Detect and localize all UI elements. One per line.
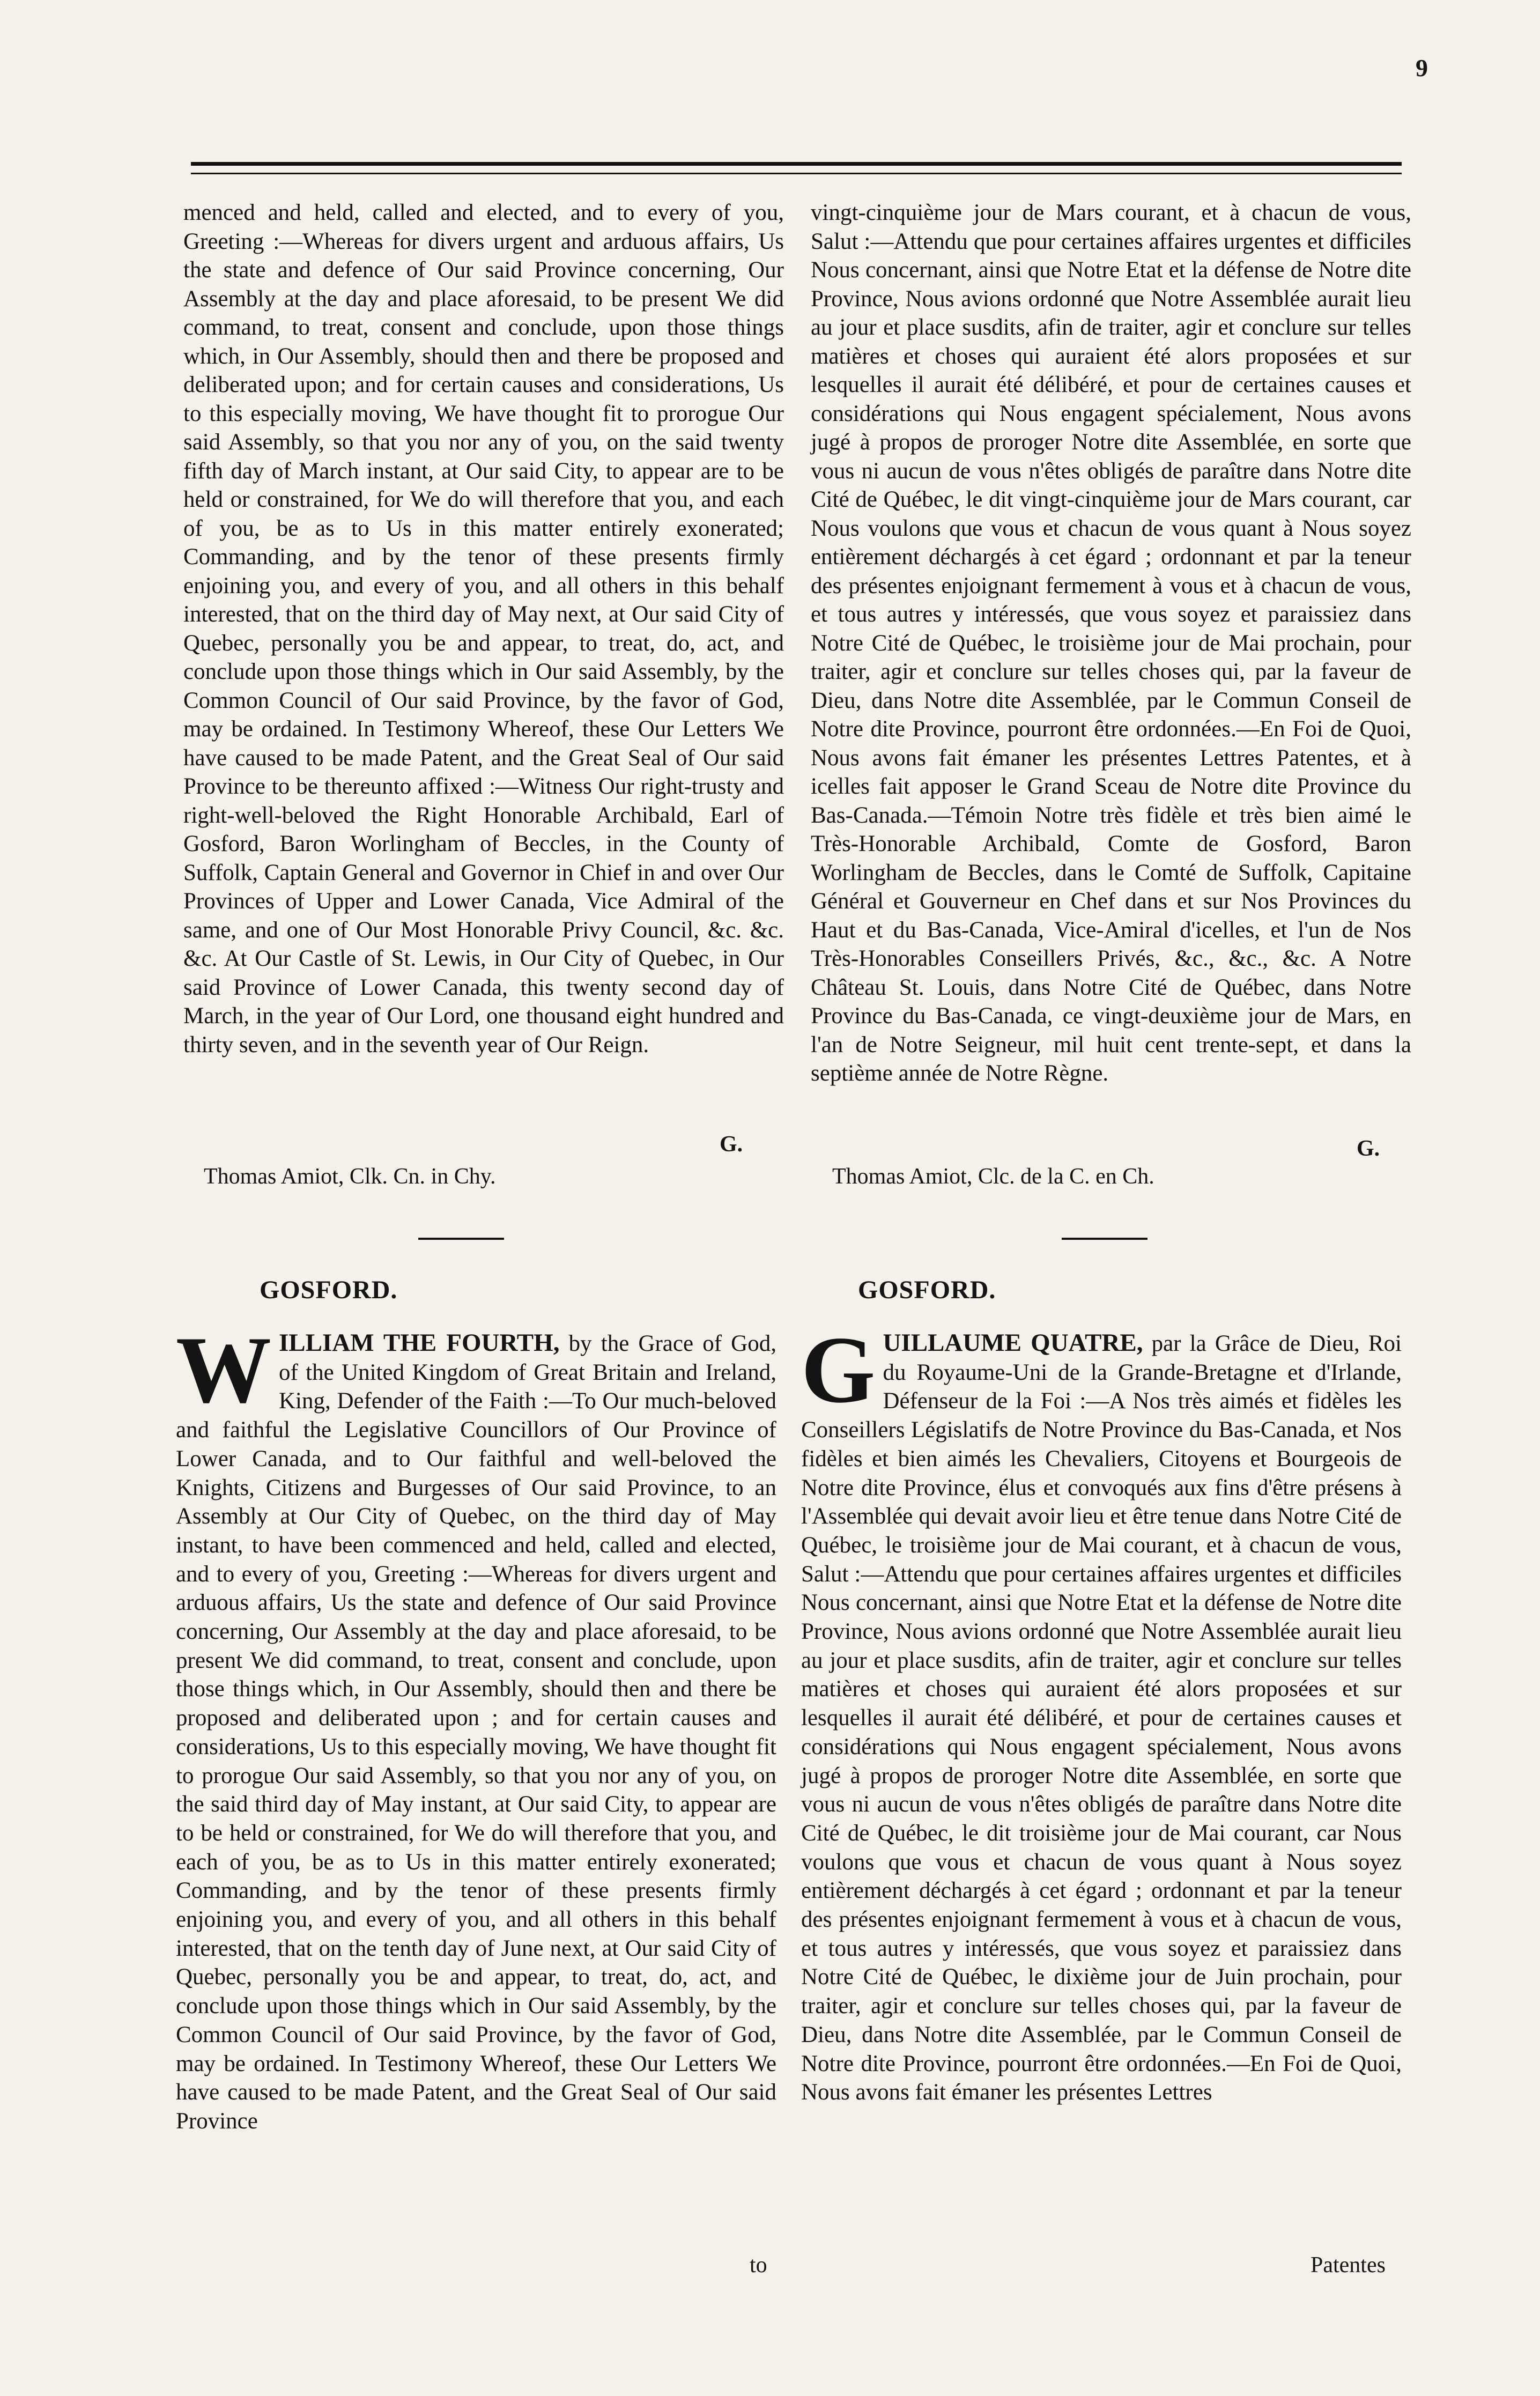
proclamation-english xyxy=(176,1317,776,2136)
proclamation-french xyxy=(801,1317,1402,2107)
english-column-top xyxy=(183,198,784,1059)
dropcap-english: W xyxy=(176,1317,271,1423)
seal-mark-english: G. xyxy=(720,1132,743,1157)
catchword-english: to xyxy=(750,2253,767,2277)
proclamation-body-english: by the Grace of God, of the United Kingdom of Great Britain and Ireland, King, Defender of the Faith :—To Our much-beloved and faithful the Legislative Councillors of Our Province of Lower Canada, and to Our faithful and well-beloved the Knights, Citizens and Burgesses of Our said Province, to an Assembly at Our City of Quebec, on the third day of May instant, to have been commenced and held, called and elected, and to every of you, Greeting :—Whereas for divers urgent and arduous affairs, Us the state and defence of Our said Province concerning, Our Assembly at the day and place aforesaid, to be present We did command, to treat, consent and conclude, upon those things which, in Our Assembly, should then and there be proposed and deliberated upon ; and for certain causes and considerations, Us to this especially moving, We have thought fit to prorogue Our said Assembly, so that you nor any of you, on the said third day of May instant, at Our said City, to appear are to be held or constrained, for We do will therefore that you, and each of you, be as to Us in this matter entirely exonerated; Commanding, and by the tenor of these presents firmly enjoining you, and every of you, and all others in this behalf interested, that on the tenth day of June next, at Our said City of Quebec, personally you be and appear, to treat, do, act, and conclude upon those things which in Our said Assembly, by the Common Council of Our said Province, by the favor of God, may be ordained. In Testimony Whereof, these Our Letters We have caused to be made Patent, and the Great Seal of Our said Province xyxy=(176,1331,776,2134)
section-divider-french xyxy=(1062,1238,1147,1240)
proclamation-heading-english: GOSFORD. xyxy=(260,1276,398,1304)
seal-mark-french: G. xyxy=(1357,1136,1380,1161)
french-paragraph-continued: vingt-cinquième jour de Mars courant, et à chacun de vous, Salut :—Attendu que pour certaines affaires urgentes et difficiles Nous concernant, ainsi que Notre Etat et la défense de Notre dite Province, Nous avions ordonné que Notre Assemblée aurait lieu au jour et place susdits, afin de traiter, agir et conclure sur telles matières et choses qui auraient été alors proposées et sur lesquelles il aurait été délibéré, et pour de certaines causes et considérations qui Nous engagent spécialement, Nous avons jugé à propos de proroger Notre dite Assemblée, en sorte que vous ni aucun de vous n'êtes obligés de paraître dans Notre dite Cité de Québec, le dit vingt-cinquième jour de Mars courant, car Nous voulons que vous et chacun de vous quant à Nous soyez entièrement déchargés à cet égard ; ordonnant et par la teneur des présentes enjoignant fermement à vous et à chacun de vous, et tous autres y intéressés, que vous soyez et paraissiez dans Notre Cité de Québec, le troisième jour de Mai prochain, pour traiter, agir et conclure sur telles choses qui, par la faveur de Dieu, dans Notre dite Assemblée, par le Commun Conseil de Notre dite Province, pourront être ordonnées.—En Foi de Quoi, Nous avons fait émaner les présentes Lettres Patentes, et à icelles fait apposer le Grand Sceau de Notre dite Province du Bas-Canada.—Témoin Notre très fidèle et très bien aimé le Très-Honorable Archibald, Comte de Gosford, Baron Worlingham de Beccles, dans le Comté de Suffolk, Capitaine Général et Gouverneur en Chef dans et sur Nos Provinces du Haut et du Bas-Canada, Vice-Amiral d'icelles, et l'un de Nos Très-Honorables Conseillers Privés, &c., &c., &c. A Notre Château St. Louis, dans Notre Cité de Québec, dans Notre Province du Bas-Canada, ce vingt-deuxième jour de Mars, en l'an de Notre Seigneur, mil huit cent trente-sept, et dans la septième année de Notre Règne. xyxy=(811,200,1411,1086)
header-rule-thick xyxy=(191,162,1402,166)
clerk-signature-english: Thomas Amiot, Clk. Cn. in Chy. xyxy=(204,1164,496,1189)
section-divider-english xyxy=(418,1238,504,1240)
lead-french: UILLAUME QUATRE, xyxy=(883,1329,1143,1357)
proclamation-heading-french: GOSFORD. xyxy=(858,1276,996,1304)
english-paragraph-continued: menced and held, called and elected, and to every of you, Greeting :—Whereas for divers urgent and arduous affairs, Us the state and defence of Our said Province concerning, Our Assembly at the day and place aforesaid, to be present We did command, to treat, consent and conclude, upon those things which, in Our Assembly, should then and there be proposed and deliberated upon; and for certain causes and considerations, Us to this especially moving, We have thought fit to prorogue Our said Assembly, so that you nor any of you, on the said twenty fifth day of March instant, at Our said City, to appear are to be held or constrained, for We do will therefore that you, and each of you, be as to Us in this matter entirely exonerated; Commanding, and by the tenor of these presents firmly enjoining you, and every of you, and all others in this behalf interested, that on the third day of May next, at Our said City of Quebec, personally you be and appear, to treat, do, act, and conclude upon those things which in Our said Assembly, by the Common Council of Our said Province, by the favor of God, may be ordained. In Testimony Whereof, these Our Letters We have caused to be made Patent, and the Great Seal of Our said Province to be thereunto affixed :—Witness Our right-trusty and right-well-beloved the Right Honorable Archibald, Earl of Gosford, Baron Worlingham of Beccles, in the County of Suffolk, Captain General and Governor in Chief in and over Our Provinces of Upper and Lower Canada, Vice Admiral of the same, and one of Our Most Honorable Privy Council, &c. &c. &c. At Our Castle of St. Lewis, in Our City of Quebec, in Our said Province of Lower Canada, this twenty second day of March, in the year of Our Lord, one thousand eight hundred and thirty seven, and in the seventh year of Our Reign. xyxy=(183,200,784,1058)
dropcap-french: G xyxy=(801,1317,876,1423)
catchword-french: Patentes xyxy=(1311,2253,1386,2277)
clerk-signature-french: Thomas Amiot, Clc. de la C. en Ch. xyxy=(832,1164,1154,1189)
proclamation-body-french: par la Grâce de Dieu, Roi du Royaume-Uni de la Grande-Bretagne et d'Irlande, Défenseur de la Foi :—A Nos très aimés et fidèles les Conseillers Législatifs de Notre Province du Bas-Canada, et Nos fidèles et bien aimés les Chevaliers, Citoyens et Bourgeois de Notre dite Province, élus et convoqués aux fins d'être présens à l'Assemblée qui devait avoir lieu et être tenue dans Notre Cité de Québec, le troisième jour de Mai courant, et à chacun de vous, Salut :—Attendu que pour certaines affaires urgentes et difficiles Nous concernant, ainsi que Notre Etat et la défense de Notre dite Province, Nous avions ordonné que Notre Assemblée aurait lieu au jour et place susdits, afin de traiter, agir et conclure sur telles matières et choses qui auraient été alors proposées et sur lesquelles il aurait été délibéré, et pour de certaines causes et considérations qui Nous engagent spécialement, Nous avons jugé à propos de proroger Notre dite Assemblée, en sorte que vous ni aucun de vous n'êtes obligés de paraître dans Notre dite Cité de Québec, le dit troisième jour de Mai courant, car Nous voulons que vous et chacun de vous quant à Nous soyez entièrement déchargés à cet égard ; ordonnant et par la teneur des présentes enjoignant fermement à vous et à chacun de vous, et tous autres y intéressés, que vous soyez et paraissiez dans Notre Cité de Québec, le dixième jour de Juin prochain, pour traiter, agir et conclure sur telles choses qui, par la faveur de Dieu, dans Notre dite Assemblée, par le Commun Conseil de Notre dite Province, pourront être ordonnées.—En Foi de Quoi, Nous avons fait émaner les présentes Lettres xyxy=(801,1331,1402,2105)
lead-english: ILLIAM THE FOURTH, xyxy=(279,1329,560,1357)
french-column-top xyxy=(811,198,1411,1088)
header-rule-thin xyxy=(191,173,1402,174)
page-number: 9 xyxy=(1416,54,1428,82)
